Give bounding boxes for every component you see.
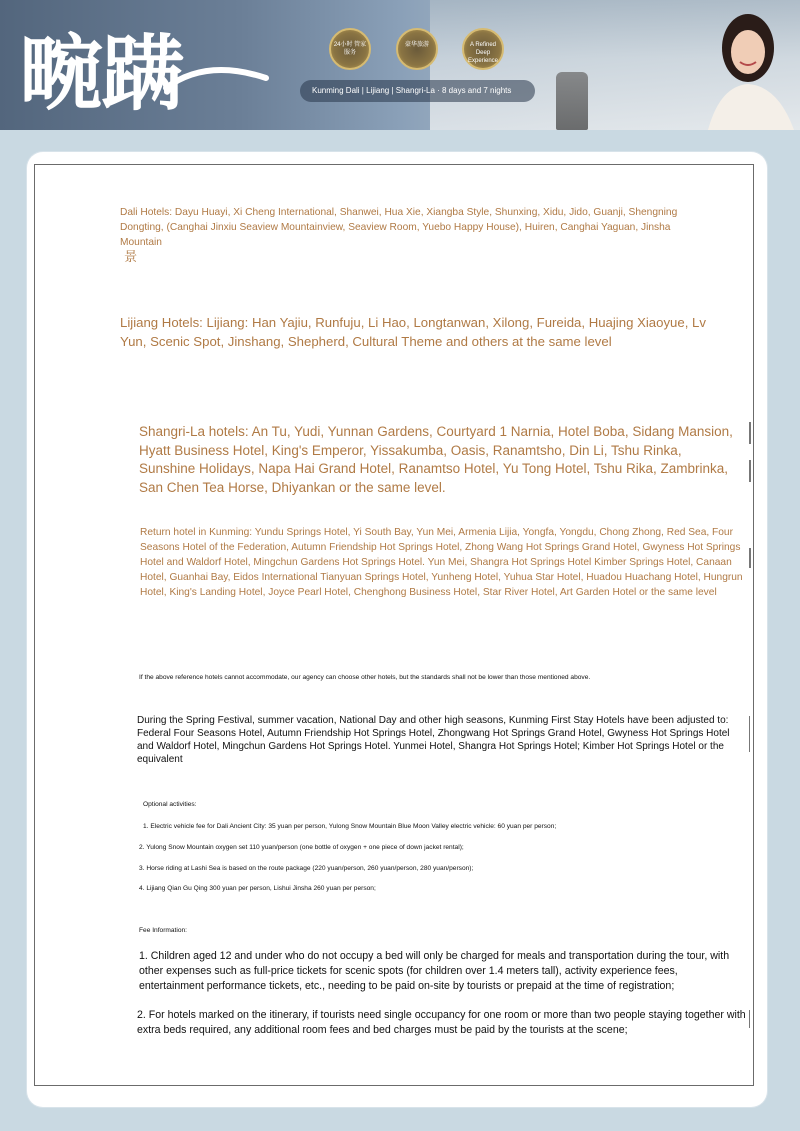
hotel-substitution-notice: If the above reference hotels cannot accommodate, our agency can choose other hotels, but the standards shall not be lower than those mentioned above.	[139, 674, 591, 681]
optional-item: 4. Lijiang Qian Gu Qing 300 yuan per person, Lishui Jinsha 260 yuan per person;	[139, 885, 376, 892]
edit-marker	[749, 460, 751, 482]
shangrila-hotels: Shangri-La hotels: An Tu, Yudi, Yunnan Gardens, Courtyard 1 Narnia, Hotel Boba, Sidang Mansion, Hyatt Business Hotel, King's Emperor, Yissakumba, Oasis, Ranamtsho, Din Li, Tshu Rinka, Sunshine Holidays, Napa Hai Grand Hotel, Ranamtso Hotel, Yu Tong Hotel, Tshu Rika, Zambrinka, San Chen Tea Horse, Dhiyankan or the same level.	[139, 424, 733, 495]
badge-24h-service: 24小时 管家服务	[329, 28, 371, 70]
edit-marker	[749, 548, 751, 568]
lijiang-hotels: Lijiang Hotels: Lijiang: Han Yajiu, Runfuju, Li Hao, Longtanwan, Xilong, Fureida, Huajing Xiaoyue, Lv Yun, Scenic Spot, Jinshang, Shepherd, Cultural Theme and others at the same level	[120, 315, 706, 349]
optional-item: 2. Yulong Snow Mountain oxygen set 110 yuan/person (one bottle of oxygen + one piece of down jacket rental);	[139, 844, 464, 851]
edit-marker	[749, 716, 750, 752]
fee-item: 1. Children aged 12 and under who do not occupy a bed will only be charged for meals and transportation during the tour, with other expenses such as full-price tickets for scenic spots (for children over 1.4 meters tall), activity experience fees, entertainment performance tickets, etc., needing to be paid on-site by tourists or prepaid at the time of registration;	[139, 950, 730, 992]
optional-item: 3. Horse riding at Lashi Sea is based on the route package (220 yuan/person, 260 yuan/person, 280 yuan/person);	[139, 865, 474, 872]
route-summary: Kunming Dali | Lijiang | Shangri-La · 8 days and 7 nights	[300, 80, 535, 102]
fee-item: 2. For hotels marked on the itinerary, if tourists need single occupancy for one room or more than two people staying together with extra beds required, any additional room fees and bed charges must be paid by the tourists at the scene;	[137, 1009, 746, 1036]
brand-calligraphy-logo	[16, 18, 276, 118]
header-banner	[0, 0, 800, 130]
badge-refined-experience: A Refined Deep Experience	[462, 28, 504, 70]
optional-item: 1. Electric vehicle fee for Dali Ancient City: 35 yuan per person, Yulong Snow Mountain Blue Moon Valley electric vehicle: 60 yuan per person;	[143, 823, 557, 830]
badge-luxury-tour: 豪华旅游	[396, 28, 438, 70]
content-frame	[34, 164, 754, 1086]
edit-marker	[749, 422, 751, 444]
dali-hotels-extra: 景	[124, 249, 138, 264]
optional-title: Optional activities:	[143, 801, 197, 808]
kunming-hotels: Return hotel in Kunming: Yundu Springs Hotel, Yi South Bay, Yun Mei, Armenia Lijia, Yongfa, Yongdu, Chong Zhong, Red Sea, Four Seasons Hotel of the Federation, Autumn Friendship Hot Springs Hotel, Zhong Wang Hot Springs Grand Hotel, Gwyness Hot Springs Hotel and Waldorf Hotel, Mingchun Gardens Hot Springs Hotel. Yun Mei, Shangra Hot Springs Hotel Kimber Springs Hotel, Canaan Hotel, Guanhai Bay, Eidos International Tianyuan Springs Hotel, Yunheng Hotel, Yuhua Star Hotel, Huadou Huachang Hotel, Hungrun Hotel, King's Landing Hotel, Joyce Pearl Hotel, Chenghong Business Hotel, Star River Hotel, Art Garden Hotel or the same level	[140, 527, 743, 598]
guide-portrait	[690, 6, 800, 130]
edit-marker	[749, 1010, 750, 1028]
dali-hotels: Dali Hotels: Dayu Huayi, Xi Cheng International, Shanwei, Hua Xie, Xiangba Style, Shunxing, Xidu, Jido, Guanji, Shengning Dongting, (Canghai Jinxiu Seaview Mountainview, Seaview Room, Yuebo Happy House), Huiren, Canghai Yaguan, Jinsha Mountain	[120, 207, 678, 248]
fee-title: Fee Information:	[139, 927, 188, 934]
peak-season-hotels	[137, 714, 747, 766]
brand-text: 畹蹒	[20, 26, 185, 118]
lantern-image	[556, 72, 588, 130]
peak-text: During the Spring Festival, summer vacation, National Day and other high seasons, Kunming First Stay Hotels have been adjusted to: Federal Four Seasons Hotel, Autumn Friendship Hot Springs Hotel, Zhongwang Hot Springs Grand Hotel, Gwyness Hot Springs Hotel and Waldorf Hotel, Mingchun Gardens Hot Springs Hotel. Yunmei Hotel, Shangra Hot Springs Hotel; Kimber Hot Springs Hotel or the equivalent	[137, 715, 730, 765]
